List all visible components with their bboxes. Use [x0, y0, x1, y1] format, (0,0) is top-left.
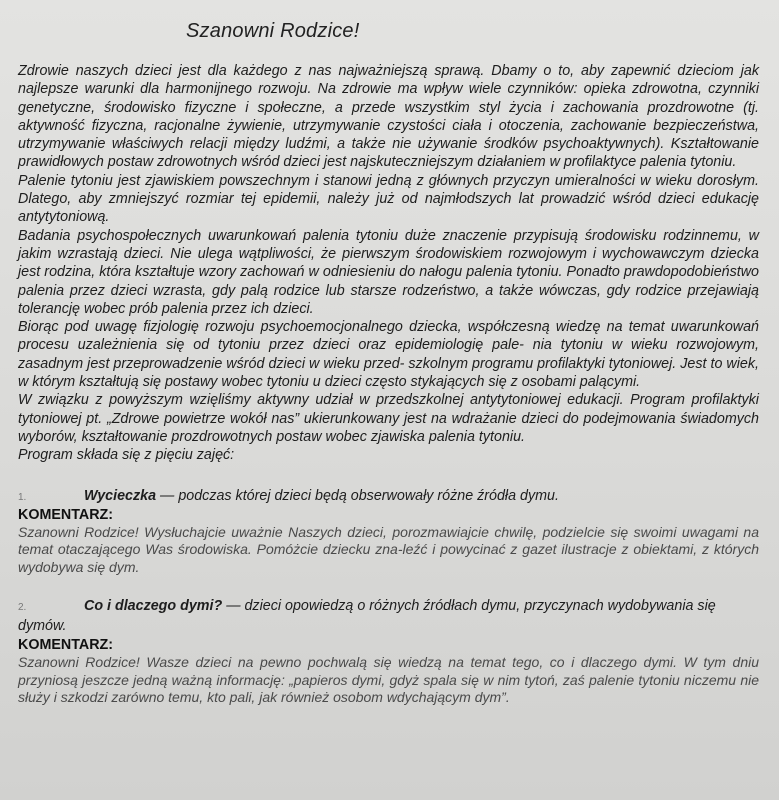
paragraph-health: Zdrowie naszych dzieci jest dla każdego z nas najważniejszą sprawą. Dbamy o to, aby zapewnić dzieciom jak najlepsze warunki dla harmonijnego rozwoju. Na zdrowie ma wpływ wiele czynników: opieka zdrowotna, czynniki genetyczne, środowisko fizyczne i społeczne, a przede wszystkim styl życia i zachowania prozdrowotne (tj. aktywność fizyczna, racjonalne żywienie, utrzymywanie czystości ciała i otoczenia, zachowanie bezpieczeństwa, utrzymywanie właściwych relacji między ludźmi, a także nie używanie środków psychoaktywnych). Kształtowanie prawidłowych postaw zdrowotnych wśród dzieci jest najskuteczniejszym działaniem w profilaktyce palenia tytoniu. — [18, 63, 759, 171]
paragraph-psychoemotional: Biorąc pod uwagę fizjologię rozwoju psychoemocjonalnego dziecka, współczesną wiedzę na temat uwarunkowań procesu uzależnienia się od tytoniu przez dzieci oraz epidemiologię pale- nia tytoniu w wieku rozwojowym, zasadnym jest przeprowadzenie wśród dzieci w wieku przed- szkolnym programu profilaktyki tytoniowej. Jest to wiek, w którym kształtują się postawy wobec tytoniu u dzieci często stykających się z osobami palącymi. — [18, 319, 759, 391]
program-intro: Program składa się z pięciu zajęć: — [18, 447, 235, 464]
page-title: Szanowni Rodzice! — [186, 20, 360, 42]
paragraph-program: W związku z powyższym wzięliśmy aktywny udział w przedszkolnej antytytoniowej edukacji. Program profilaktyki tytoniowej pt. „Zdrowe powietrze wokół nas” ukierunkowany jest na wdrażanie dzieci do podejmowania świadomych wyborów, kształtowanie prozdrowotnych postaw wobec zjawiska palenia tytoniu. — [18, 392, 759, 445]
comment-text: Szanowni Rodzice! Wysłuchajcie uważnie Naszych dzieci, porozmawiajcie chwilę, podzielcie się swoimi uwagami na temat otaczającego Was środowiska. Pomóżcie dziecku zna-leźć i powycinać z gazet ilustracje z obiektami, z których wydobywa się dym. — [18, 523, 759, 576]
item-number: 2. — [18, 601, 27, 613]
comment-text: Szanowni Rodzice! Wasze dzieci na pewno pochwalą się wiedzą na temat tego, co i dlaczego dymi. W tym dniu przyniosą jeszcze jedną ważną informację: „papieros dymi, gdyż spala się w nim tytoń, zaś palenie tytoniu niczemu nie służy i szkodzi zarówno temu, kto pali, jak również osobom wdychającym dym”. — [18, 654, 759, 706]
item-number: 1. — [18, 491, 27, 503]
item-description: — dzieci opowiedzą o różnych źródłach dymu, przyczynach wydobywania się dymów. — [18, 597, 716, 634]
program-item-smoke — [18, 597, 759, 636]
comment-label: KOMENTARZ: — [18, 506, 114, 523]
paragraph-smoking-epidemic: Palenie tytoniu jest zjawiskiem powszechnym i stanowi jedną z głównych przyczyn umieralności w wieku dorosłym. Dlatego, aby zmniejszyć rozmiar tej epidemii, należy już od najmłodszych lat prowadzić wśród dzieci edukację antytytoniową. — [18, 172, 759, 226]
program-item-trip — [18, 487, 759, 507]
paragraph-family-environment: Badania psychospołecznych uwarunkowań palenia tytoniu duże znaczenie przypisują środowisku rodzinnemu, w jakim wzrastają dzieci. Nie ulega wątpliwości, że pierwszym środowiskiem rozwojowym i wychowawczym dziecka jest rodzina, która kształtuje wzory zachowań w odniesieniu do nałogu palenia tytoniu. Ponadto prawdopodobieństwo palenia przez dzieci wzrasta, gdy palą rodzice lub starsze rodzeństwo, a także wówczas, gdy rodzice przejawiają tolerancję wobec prób palenia przez ich dzieci. — [18, 227, 759, 317]
item-description: — podczas której dzieci będą obserwowały różne źródła dymu. — [156, 487, 559, 504]
item-name: Wycieczka — [84, 487, 157, 504]
item-name: Co i dlaczego dymi? — [84, 597, 223, 614]
comment-label: KOMENTARZ: — [18, 637, 114, 654]
